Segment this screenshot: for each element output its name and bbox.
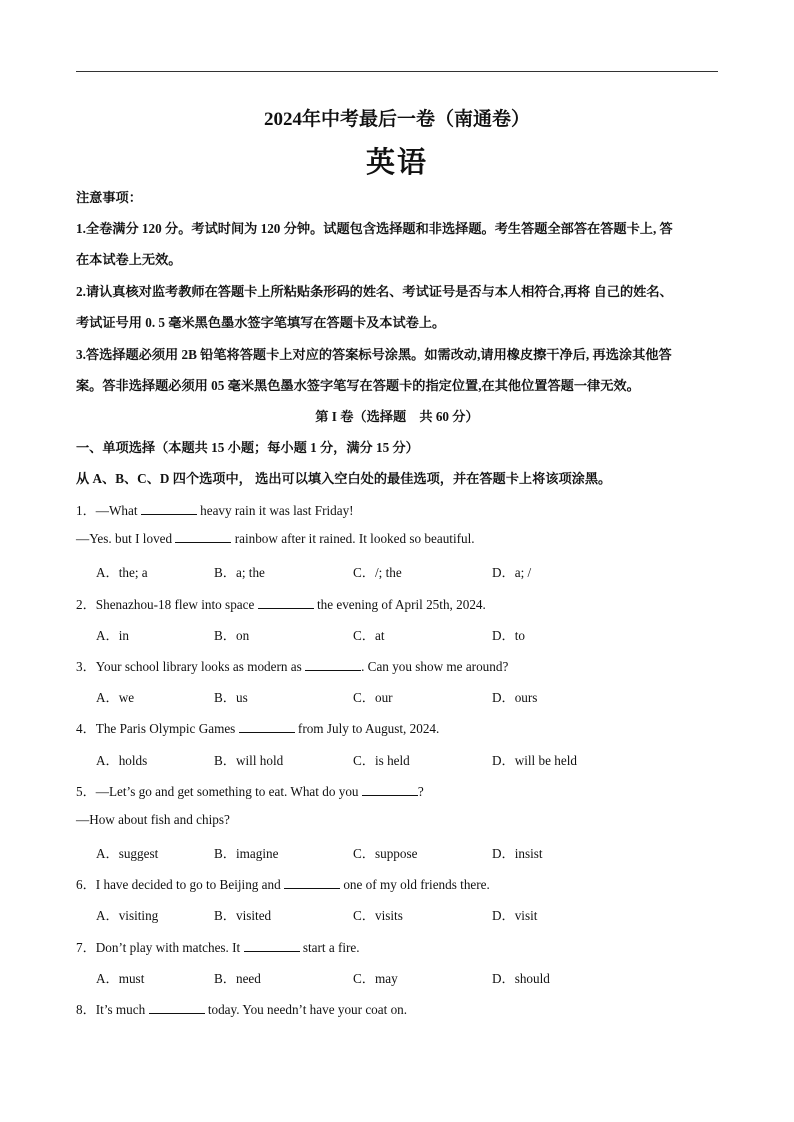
notice-item-3-cont: 案。答非选择题必须用 05 毫米黑色墨水签字笔写在答题卡的指定位置,在其他位置答题一律无效。 (76, 378, 640, 393)
question-text: ? (417, 784, 424, 799)
question-2-option-b: B．on (214, 628, 250, 643)
notice-item-2: 2.请认真核对监考教师在答题卡上所粘贴条形码的姓名、考试证号是否与本人相符合,再将 自己的姓名、 (76, 284, 673, 299)
subject-title: 英语 (365, 145, 428, 179)
question-7-line-1 (76, 937, 360, 956)
question-1-option-d: D．a; / (492, 565, 532, 580)
notice-item-2-cont: 考试证号用 0. 5 毫米黑色墨水签字笔填写在答题卡及本试卷上。 (76, 315, 446, 330)
notice-item-1-cont: 在本试卷上无效。 (76, 252, 182, 267)
question-text: 1．—What (76, 503, 141, 518)
question-text: rainbow after it rained. It looked so beautiful. (231, 531, 475, 546)
question-7-option-d: D．should (492, 971, 550, 986)
question-text: the evening of April 25th, 2024. (313, 597, 486, 612)
question-1-option-c: C．/; the (353, 565, 402, 580)
answer-blank (258, 597, 314, 609)
question-6-option-a: A．visiting (96, 908, 159, 923)
question-7-option-c: C．may (353, 971, 398, 986)
question-6-option-c: C．visits (353, 908, 403, 923)
question-3-option-a: A．we (96, 690, 135, 705)
question-text: 6．I have decided to go to Beijing and (76, 877, 285, 892)
question-1-line-2 (76, 531, 475, 547)
question-4-option-d: D．will be held (492, 753, 577, 768)
question-4-option-a: A．holds (96, 753, 148, 768)
question-2-line-1 (76, 594, 486, 613)
question-5-option-b: B．imagine (214, 846, 279, 861)
question-7-option-a: A．must (96, 971, 145, 986)
answer-blank (141, 503, 197, 515)
question-6-option-b: B．visited (214, 908, 272, 923)
question-3-line-1 (76, 656, 508, 675)
question-4-option-c: C．is held (353, 753, 410, 768)
answer-blank (175, 531, 231, 543)
question-5-option-a: A．suggest (96, 846, 159, 861)
question-2-option-a: A．in (96, 628, 129, 643)
question-text: 7．Don’t play with matches. It (76, 940, 244, 955)
answer-blank (149, 1002, 205, 1014)
question-4-option-b: B．will hold (214, 753, 284, 768)
question-text: one of my old friends there. (340, 877, 490, 892)
answer-blank (284, 877, 340, 889)
question-text: 4．The Paris Olympic Games (76, 721, 239, 736)
notice-item-1: 1.全卷满分 120 分。考试时间为 120 分钟。试题包含选择题和非选择题。考生答题全部答在答题卡上, 答 (76, 221, 673, 236)
notice-item-3: 3.答选择题必须用 2B 铅笔将答题卡上对应的答案标号涂黑。如需改动,请用橡皮擦干净后, 再选涂其他答 (76, 347, 672, 362)
part1-title: 第 I 卷（选择题 共 60 分） (315, 409, 479, 424)
section1-heading: 一、单项选择（本题共 15 小题；每小题 1 分，满分 15 分） (76, 440, 419, 455)
question-1-line-1 (76, 500, 354, 519)
question-text: 3．Your school library looks as modern as (76, 659, 306, 674)
answer-blank (239, 721, 295, 733)
question-1-option-b: B．a; the (214, 565, 265, 580)
question-4-line-1 (76, 718, 439, 737)
question-text: today. You needn’t have your coat on. (204, 1002, 408, 1017)
answer-blank (305, 659, 361, 671)
notice-heading: 注意事项： (76, 190, 142, 205)
exam-title: 2024年中考最后一卷（南通卷） (263, 109, 530, 130)
section1-instruction: 从 A、B、C、D 四个选项中， 选出可以填入空白处的最佳选项，并在答题卡上将该项涂黑。 (76, 471, 612, 486)
question-7-option-b: B．need (214, 971, 261, 986)
header-rule (76, 71, 718, 72)
question-5-option-d: D．insist (492, 846, 543, 861)
question-text: . Can you show me around? (361, 659, 509, 674)
question-3-option-b: B．us (214, 690, 248, 705)
question-5-line-1 (76, 781, 424, 800)
question-5-line-2 (76, 812, 230, 828)
question-text: from July to August, 2024. (294, 721, 440, 736)
question-1-option-a: A．the; a (96, 565, 148, 580)
question-text: 5．—Let’s go and get something to eat. What do you (76, 784, 362, 799)
question-text: 8．It’s much (76, 1002, 149, 1017)
question-8-line-1 (76, 999, 407, 1018)
question-text: 2．Shenazhou-18 flew into space (76, 597, 258, 612)
question-text: —Yes. but I loved (76, 531, 176, 546)
question-3-option-c: C．our (353, 690, 393, 705)
question-6-line-1 (76, 874, 490, 893)
question-text: —How about fish and chips? (76, 812, 230, 827)
question-2-option-d: D．to (492, 628, 525, 643)
question-text: heavy rain it was last Friday! (196, 503, 354, 518)
question-text: start a fire. (299, 940, 360, 955)
question-2-option-c: C．at (353, 628, 385, 643)
question-5-option-c: C．suppose (353, 846, 418, 861)
question-3-option-d: D．ours (492, 690, 538, 705)
answer-blank (362, 784, 418, 796)
answer-blank (244, 940, 300, 952)
question-6-option-d: D．visit (492, 908, 538, 923)
